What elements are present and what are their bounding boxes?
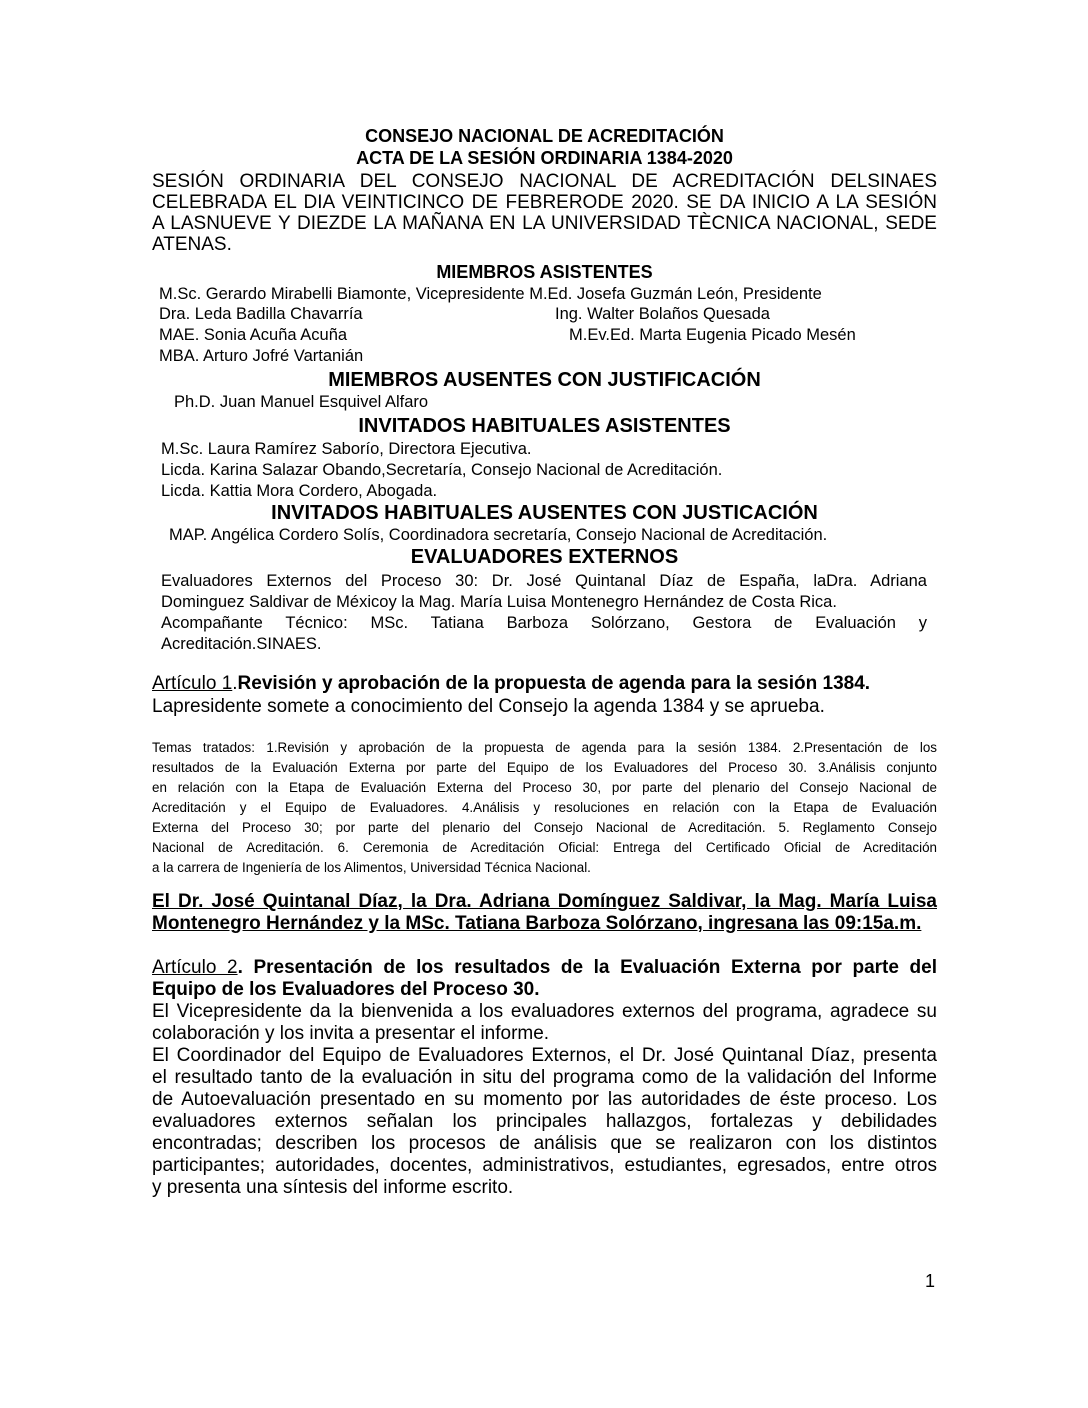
topics-line: resultados de la Evaluación Externa por parte del Equipo de los Evaluadores del Proceso 30. 3.Análisis conjunto — [152, 760, 937, 775]
evaluators-line: Acreditación.SINAES. — [161, 635, 322, 653]
member-item: MAE. Sonia Acuña Acuña — [159, 326, 348, 344]
entry-note-line: El Dr. José Quintanal Díaz, la Dra. Adriana Domínguez Saldivar, la Mag. María Luisa — [152, 891, 937, 912]
article2-title: . Presentación de los resultados de la Evaluación Externa por parte del — [237, 957, 937, 978]
article2-paragraph-line: y presenta una síntesis del informe escrito. — [152, 1177, 514, 1198]
external-evaluators-text — [161, 571, 927, 655]
guests-present-heading: INVITADOS HABITUALES ASISTENTES — [358, 415, 731, 437]
article2-paragraph-line: El Vicepresidente da la bienvenida a los evaluadores externos del programa, agradece su — [152, 1001, 937, 1022]
members-present-heading: MIEMBROS ASISTENTES — [436, 262, 653, 282]
topics-line: Acreditación y el Equipo de Evaluadores. 4.Análisis y resoluciones en relación con la Etapa de Evaluación — [152, 800, 937, 815]
article2-heading — [152, 957, 937, 979]
article1-heading: Artículo 1.Revisión y aprobación de la propuesta de agenda para la sesión 1384. — [152, 673, 871, 694]
member-item: M.Ev.Ed. Marta Eugenia Picado Mesén — [569, 326, 856, 344]
article1-label: Artículo 1 — [152, 673, 233, 694]
document-title: CONSEJO NACIONAL DE ACREDITACIÓN — [365, 126, 724, 146]
topics-line: en relación con la Etapa de Evaluación Externa del Proceso 30, por parte del plenario del Consejo Nacional de — [152, 780, 937, 795]
topics-line: Externa del Proceso 30; por parte del plenario del Consejo Nacional de Acreditación. 5. Reglamento Consejo — [152, 820, 937, 835]
article1-body: Lapresidente somete a conocimiento del Consejo la agenda 1384 y se aprueba. — [152, 696, 825, 717]
article2 — [152, 957, 937, 1199]
evaluators-line: Evaluadores Externos del Proceso 30: Dr. José Quintanal Díaz de España, laDra. Adriana — [161, 572, 927, 590]
guest-item: MAP. Angélica Cordero Solís, Coordinadora secretaría, Consejo Nacional de Acreditación. — [169, 526, 828, 544]
topics-line: a la carrera de Ingeniería de los Alimentos, Universidad Técnica Nacional. — [152, 860, 591, 875]
member-row: M.Sc. Gerardo Mirabelli Biamonte, Vicepresidente M.Ed. Josefa Guzmán León, Presidente — [159, 285, 822, 303]
guests-absent-heading: INVITADOS HABITUALES AUSENTES CON JUSTICACIÓN — [271, 502, 818, 524]
guest-item: Licda. Karina Salazar Obando,Secretaría, Consejo Nacional de Acreditación. — [161, 461, 723, 479]
article2-paragraph-line: evaluadores externos señalan los principales hallazgos, fortalezas y debilidades — [152, 1111, 937, 1132]
topics-line: Nacional de Acreditación. 6. Ceremonia de Acreditación Oficial: Entrega del Certificado Oficial de Acreditación — [152, 840, 937, 855]
intro-line: ATENAS. — [152, 234, 232, 255]
session-intro — [152, 171, 937, 255]
evaluators-line: Acompañante Técnico: MSc. Tatiana Barboza Solórzano, Gestora de Evaluación y — [161, 614, 927, 632]
external-evaluators-heading: EVALUADORES EXTERNOS — [410, 546, 679, 568]
member-item: Ph.D. Juan Manuel Esquivel Alfaro — [174, 393, 429, 411]
article2-title-line: Equipo de los Evaluadores del Proceso 30. — [152, 979, 540, 1000]
members-absent-heading: MIEMBROS AUSENTES CON JUSTIFICACIÓN — [328, 369, 761, 391]
guest-item: Licda. Kattia Mora Cordero, Abogada. — [161, 482, 438, 500]
article2-paragraph-line: El Coordinador del Equipo de Evaluadores Externos, el Dr. José Quintanal Díaz, presenta — [152, 1045, 937, 1066]
article1-title: Revisión y aprobación de la propuesta de agenda para la sesión 1384. — [237, 673, 871, 694]
topics-line: Temas tratados: 1.Revisión y aprobación de la propuesta de agenda para la sesión 1384. 2.Presentación de los — [152, 740, 937, 755]
intro-line: SESIÓN ORDINARIA DEL CONSEJO NACIONAL DE ACREDITACIÓN DELSINAES — [152, 171, 937, 192]
document-subtitle: ACTA DE LA SESIÓN ORDINARIA 1384-2020 — [356, 148, 733, 168]
guest-item: M.Sc. Laura Ramírez Saborío, Directora Ejecutiva. — [161, 440, 532, 458]
topics-list — [152, 738, 937, 878]
article2-paragraph-line: el resultado tanto de la evaluación in situ del programa como de la validación del Informe — [152, 1067, 937, 1088]
article2-paragraph-line: participantes; autoridades, docentes, administrativos, estudiantes, egresados, entre otros — [152, 1155, 937, 1176]
member-item: Ing. Walter Bolaños Quesada — [555, 305, 770, 323]
article2-paragraph-line: encontradas; describen los procesos de análisis que se realizaron con los distintos — [152, 1133, 937, 1154]
article2-label: Artículo 2 — [152, 957, 238, 978]
evaluators-line: Dominguez Saldivar de Méxicoy la Mag. María Luisa Montenegro Hernández de Costa Rica. — [161, 593, 837, 611]
entry-note — [152, 891, 937, 935]
intro-line: A LASNUEVE Y DIEZDE LA MAÑANA EN LA UNIVERSIDAD TÈCNICA NACIONAL, SEDE — [152, 213, 937, 234]
member-item: MBA. Arturo Jofré Vartanián — [159, 347, 364, 365]
intro-line: CELEBRADA EL DIA VEINTICINCO DE FEBRERODE 2020. SE DA INICIO A LA SESIÓN — [152, 192, 937, 213]
page-number: 1 — [925, 1271, 936, 1291]
article2-paragraph-line: de Autoevaluación presentado en su momento por las autoridades de éste proceso. Los — [152, 1089, 937, 1110]
article2-paragraph-line: colaboración y los invita a presentar el informe. — [152, 1023, 550, 1044]
entry-note-line: Montenegro Hernández y la MSc. Tatiana Barboza Solórzano, ingresana las 09:15a.m. — [152, 913, 922, 934]
member-item: Dra. Leda Badilla Chavarría — [159, 305, 363, 323]
